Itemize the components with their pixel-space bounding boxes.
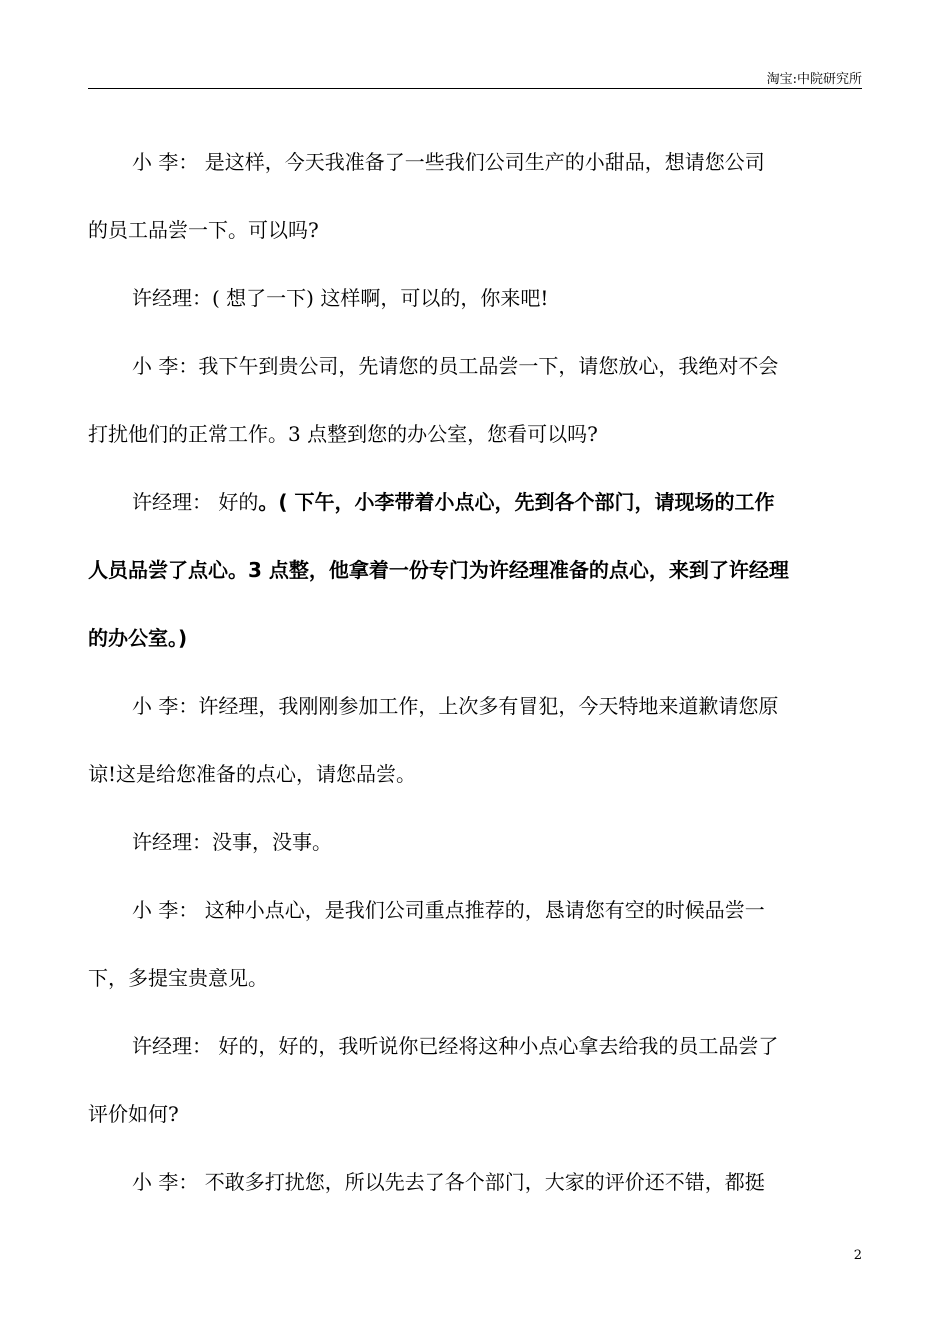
paragraph-line: 小 李： 是这样，今天我准备了一些我们公司生产的小甜品，想请您公司 xyxy=(132,150,765,174)
paragraph-1 xyxy=(88,128,862,264)
stage-direction: 的办公室。) xyxy=(88,626,188,650)
paragraph-line: 小 李： 不敢多打扰您，所以先去了各个部门，大家的评价还不错，都挺 xyxy=(132,1170,765,1194)
paragraph-line: 的员工品尝一下。可以吗? xyxy=(88,218,319,242)
paragraph-9 xyxy=(88,1148,862,1216)
header-text: 淘宝:中院研究所 xyxy=(766,72,862,87)
paragraph-line xyxy=(88,468,862,536)
paragraph-7 xyxy=(88,876,862,1012)
paragraph-line: 小 李：我下午到贵公司，先请您的员工品尝一下，请您放心，我绝对不会 xyxy=(132,354,779,378)
paragraph-3 xyxy=(88,332,862,468)
paragraph-line: 小 李：许经理，我刚刚参加工作，上次多有冒犯，今天特地来道歉请您原 xyxy=(132,694,779,718)
paragraph-line: 打扰他们的正常工作。3 点整到您的办公室，您看可以吗? xyxy=(88,422,598,446)
paragraph-line: 评价如何? xyxy=(88,1102,179,1126)
paragraph-line: 下，多提宝贵意见。 xyxy=(88,966,268,990)
stage-direction: 。( 下午，小李带着小点心，先到各个部门，请现场的工作 xyxy=(258,490,775,514)
paragraph-line: 许经理： 好的，好的，我听说你已经将这种小点心拿去给我的员工品尝了 xyxy=(132,1034,779,1058)
stage-direction: 人员品尝了点心。3 点整，他拿着一份专门为许经理准备的点心，来到了许经理 xyxy=(88,558,789,582)
paragraph-8 xyxy=(88,1012,862,1148)
paragraph-line: 许经理：( 想了一下) 这样啊，可以的，你来吧! xyxy=(132,286,549,310)
document-body xyxy=(88,128,862,1216)
paragraph-line: 谅!这是给您准备的点心，请您品尝。 xyxy=(88,762,417,786)
paragraph-line: 小 李： 这种小点心，是我们公司重点推荐的，恳请您有空的时候品尝一 xyxy=(132,898,765,922)
paragraph-5 xyxy=(88,672,862,808)
paragraph-6 xyxy=(88,808,862,876)
paragraph-2 xyxy=(88,264,862,332)
page-number: 2 xyxy=(853,1248,862,1263)
page-header xyxy=(88,62,862,89)
paragraph-4 xyxy=(88,468,862,672)
paragraph-line: 许经理：没事，没事。 xyxy=(132,830,332,854)
paragraph-lead: 许经理： 好的 xyxy=(132,490,259,514)
